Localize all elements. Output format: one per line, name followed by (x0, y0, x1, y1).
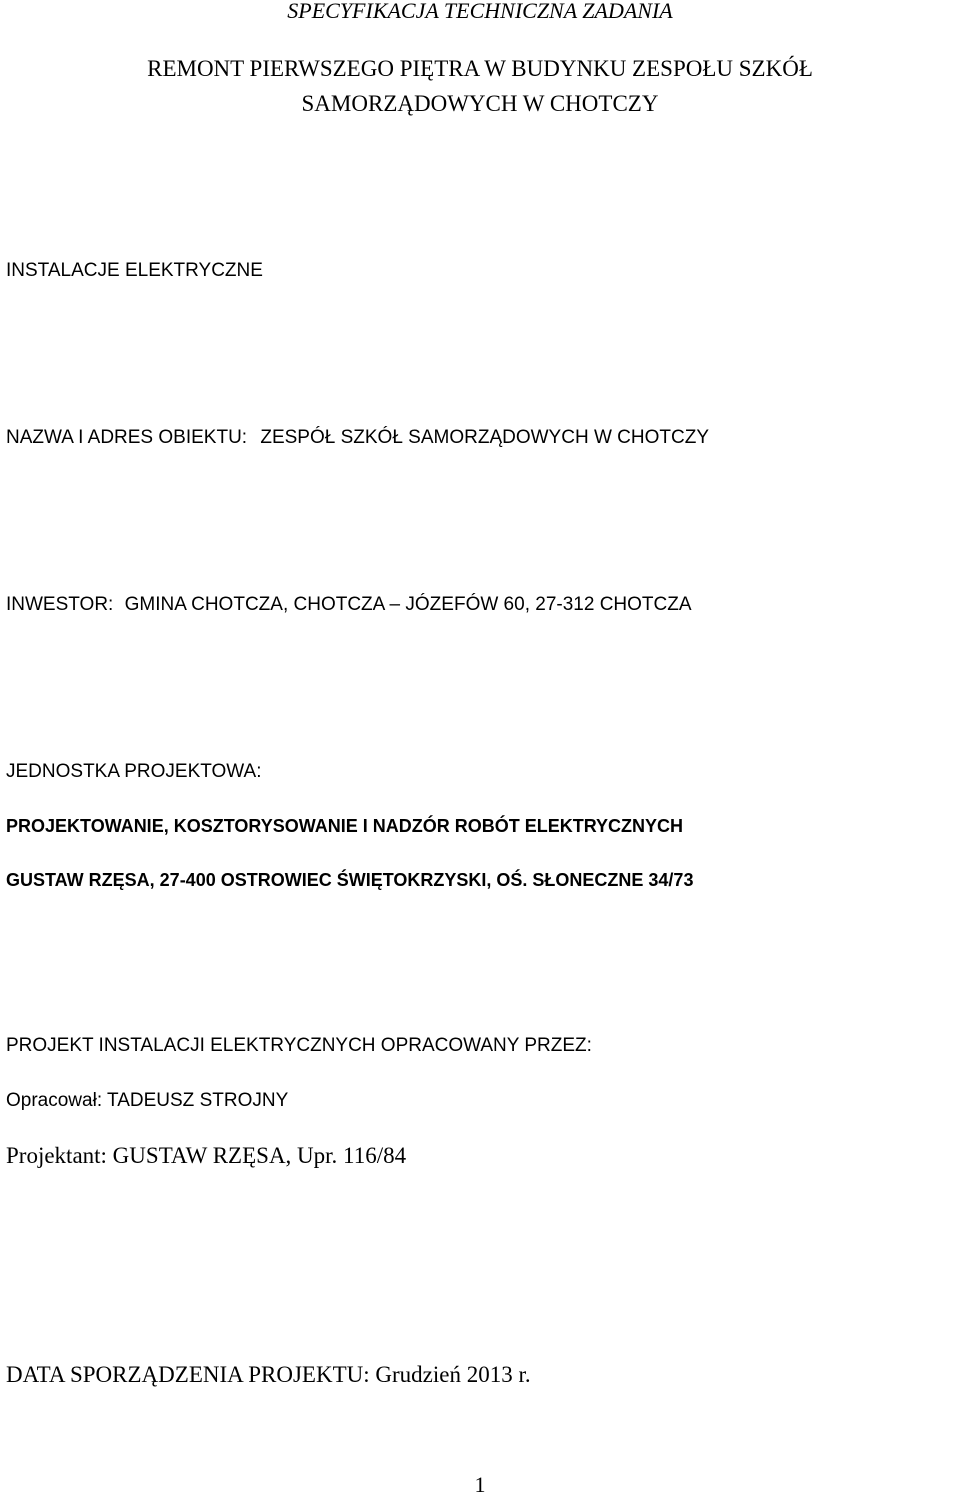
object-value: ZESPÓŁ SZKÓŁ SAMORZĄDOWYCH W CHOTCZY (260, 427, 709, 448)
object-label: NAZWA I ADRES OBIEKTU: (6, 427, 248, 448)
design-unit-label: JEDNOSTKA PROJEKTOWA: (6, 761, 262, 782)
page-number: 1 (474, 1472, 486, 1497)
investor-value: GMINA CHOTCZA, CHOTCZA – JÓZEFÓW 60, 27-312 CHOTCZA (124, 594, 692, 615)
design-unit-line-2: GUSTAW RZĘSA, 27-400 OSTROWIEC ŚWIĘTOKRZYSKI, OŚ. SŁONECZNE 34/73 (6, 870, 694, 890)
spec-title: SPECYFIKACJA TECHNICZNA ZADANIA (287, 0, 673, 23)
object-name-address (6, 425, 709, 451)
prepared-author: Opracował: TADEUSZ STROJNY (6, 1090, 289, 1111)
preparation-date: DATA SPORZĄDZENIA PROJEKTU: Grudzień 2013 r. (6, 1362, 531, 1387)
investor-label: INWESTOR: (6, 594, 114, 615)
design-unit-line-1: PROJEKTOWANIE, KOSZTORYSOWANIE I NADZÓR ROBÓT ELEKTRYCZNYCH (6, 816, 684, 836)
document-title-line-2: SAMORZĄDOWYCH W CHOTCZY (301, 91, 659, 116)
investor (6, 592, 692, 618)
section-heading: INSTALACJE ELEKTRYCZNE (6, 260, 263, 281)
prepared-heading: PROJEKT INSTALACJI ELEKTRYCZNYCH OPRACOWANY PRZEZ: (6, 1035, 592, 1056)
document-title-line-1: REMONT PIERWSZEGO PIĘTRA W BUDYNKU ZESPOŁU SZKÓŁ (147, 56, 813, 81)
prepared-designer: Projektant: GUSTAW RZĘSA, Upr. 116/84 (6, 1143, 407, 1168)
